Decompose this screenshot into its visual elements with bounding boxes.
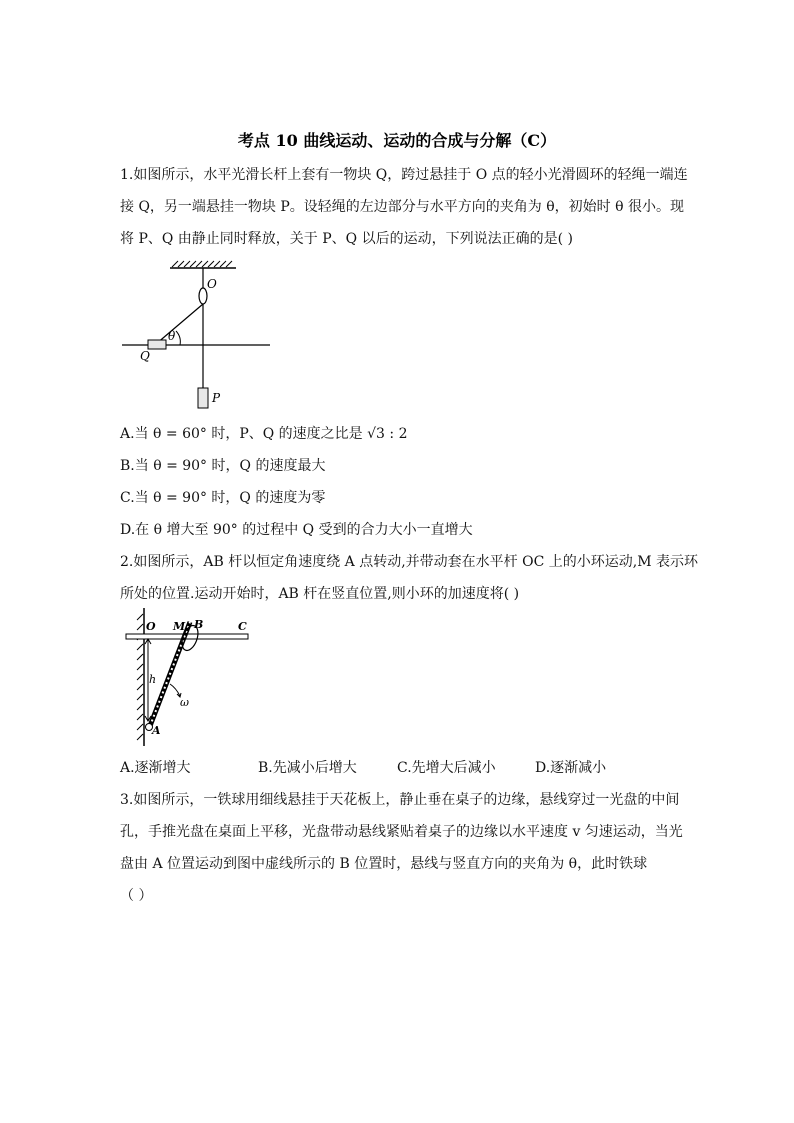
- q2-label-O: O: [146, 620, 156, 633]
- q1-line-2: 接 Q，另一端悬挂一物块 P。设轻绳的左边部分与水平方向的夹角为 θ，初始时 θ 很小。现: [120, 199, 685, 215]
- q2-option-d: D.逐渐减小: [535, 760, 607, 776]
- q2-figure: [124, 608, 264, 750]
- q1-label-Q: Q: [140, 349, 150, 363]
- q1-option-d: D.在 θ 增大至 90° 的过程中 Q 受到的合力大小一直增大: [120, 522, 473, 538]
- q2-line-2: 所处的位置.运动开始时，AB 杆在竖直位置,则小环的加速度将( ): [120, 586, 520, 602]
- q2-line-1: 2.如图所示，AB 杆以恒定角速度绕 A 点转动,并带动套在水平杆 OC 上的小环运动,M 表示环: [120, 554, 698, 570]
- q1-option-a: A.当 θ = 60° 时，P、Q 的速度之比是 √3 : 2: [120, 426, 408, 442]
- q1-line-3: 将 P、Q 由静止同时释放，关于 P、Q 以后的运动，下列说法正确的是( ): [120, 231, 573, 247]
- q3-line-3: 盘由 A 位置运动到图中虚线所示的 B 位置时，悬线与竖直方向的夹角为 θ，此时铁球: [120, 856, 648, 872]
- q3-line-2: 孔，手推光盘在桌面上平移，光盘带动悬线紧贴着桌子的边缘以水平速度 v 匀速运动，当光: [120, 824, 683, 840]
- q2-label-B: B: [194, 618, 204, 631]
- q2-label-M: M: [173, 620, 186, 633]
- q2-label-omega: ω: [180, 696, 189, 709]
- q2-label-h: h: [149, 673, 157, 686]
- q1-line-1: 1.如图所示，水平光滑长杆上套有一物块 Q，跨过悬挂于 O 点的轻小光滑圆环的轻绳一端连: [120, 167, 688, 183]
- q3-line-1: 3.如图所示，一铁球用细线悬挂于天花板上，静止垂在桌子的边缘，悬线穿过一光盘的中间: [120, 792, 680, 808]
- q2-option-b: B.先减小后增大: [258, 760, 357, 776]
- q3-line-4: （ ）: [120, 888, 153, 904]
- q1-option-c: C.当 θ = 90° 时，Q 的速度为零: [120, 490, 326, 506]
- q1-figure: [118, 258, 278, 414]
- q1-option-b: B.当 θ = 90° 时，Q 的速度最大: [120, 458, 326, 474]
- q1-label-theta: θ: [168, 329, 176, 343]
- q1-label-O: O: [207, 277, 217, 291]
- q2-label-C: C: [238, 620, 247, 633]
- q2-label-A: A: [152, 724, 161, 737]
- q1-label-P: P: [212, 391, 221, 405]
- q2-option-a: A.逐渐增大: [120, 760, 191, 776]
- page-title: 考点 10 曲线运动、运动的合成与分解（C）: [237, 131, 557, 150]
- q2-option-c: C.先增大后减小: [397, 760, 496, 776]
